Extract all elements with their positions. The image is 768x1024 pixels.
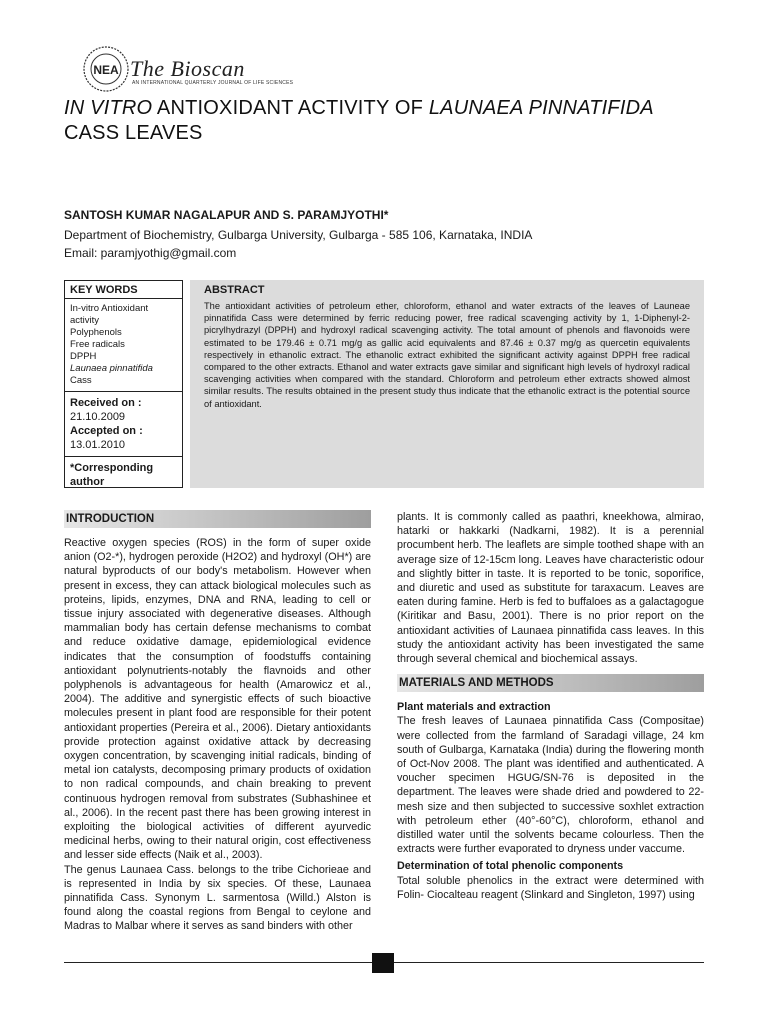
intro-paragraph-2: The genus Launaea Cass. belongs to the tribe Cichorieae and is represented in India by six species. Of these, Launaea pinnatifida Cass. Synonym L. sarmentosa (Willd.) Alston is found along the coastal regions from Bengal to ceylone and Madras to Malbar where it serves as sand binders with other: [64, 863, 371, 933]
abstract-heading: ABSTRACT: [204, 284, 265, 296]
abstract-text: The antioxidant activities of petroleum ether, chloroform, ethanol and water extracts of the leaves of Launeae pinnatifida Cass were determined by ferric reducing power, free radical scavenging activity by 1, 1-Diphenyl-2-picrylhydrazyl (DPPH) and hydroxyl radical scavenging activity. The total amount of phenols and flavonoids were estimated to be 179.46 ± 0.71 mg/g as gallic acid equivalents and 87.46 ± 0.37 mg/g as quercetin equivalents respectively in ethanolic extract. The ethanolic extract exhibited the significant activity against DPPH free radical compared to the other extracts. Ethanol and water extracts gave similar and significant high levels of hydroxyl radical scavenging activities when compared with the standard. Chloroform and petroleum ether extracts showed almost similar results. The results obtained in the present study thus indicate that the ethanolic extract is the potential source of antioxidant.: [204, 301, 690, 409]
right-column: [397, 510, 704, 902]
email: Email: paramjyothig@gmail.com: [64, 246, 237, 260]
intro-paragraph-3: plants. It is commonly called as paathri, kneekhowa, almirao, hatarki or hakkarki (Nadkarni, 1982). It is a perennial procumbent herb. The leaflets are simple toothed shape with an average size of 12-15cm long. Leaves have characteristic odour and slightly bitter in taste. It is reported to be tonic, soporifice, and diuretic and used as substitute for taraxacum. Leaves are eaten during famine. Herb is fed to buffaloes as a galactagogue (Kiritikar and Basu, 2001). There is no prior report on the antioxidant activities of Launaea pinnatifida cass leaves. In this study the antioxidant activity has been investigated the same through several chemical and biochemical assays.: [397, 511, 704, 666]
accepted-date: 13.01.2010: [70, 439, 126, 451]
received-label: Received on :: [70, 397, 142, 409]
keyword-item: activity: [70, 315, 100, 326]
abstract-box: [190, 280, 704, 488]
keyword-item: Free radicals: [70, 339, 125, 350]
left-column: [64, 510, 371, 934]
methods-paragraph-2: Total soluble phenolics in the extract were determined with Folin- Ciocalteau reagent (Slinkard and Singleton, 1997) using: [397, 874, 704, 901]
logo-text: NEA: [93, 63, 119, 77]
subheading-phenolic: Determination of total phenolic components: [397, 860, 624, 873]
title-part-4: CASS LEAVES: [64, 122, 203, 144]
keyword-item: In-vitro Antioxidant: [70, 303, 149, 314]
journal-name: The Bioscan: [130, 56, 245, 81]
page-marker: [372, 953, 394, 973]
title-part-2: ANTIOXIDANT ACTIVITY OF: [152, 97, 429, 119]
journal-subtitle: AN INTERNATIONAL QUARTERLY JOURNAL OF LIFE SCIENCES: [132, 80, 294, 86]
keywords-box: [64, 280, 183, 488]
keyword-item: Launaea pinnatifida: [70, 363, 153, 374]
received-date: 21.10.2009: [70, 411, 126, 423]
intro-paragraph-1: Reactive oxygen species (ROS) in the form of super oxide anion (O2-*), hydrogen peroxide (H2O2) and hydroxyl (OH*) are natural byproducts of our body's metabolism. However when present in excess, they can attack biological molecules such as proteins, lipids, enzymes, DNA and RNA, leading to cell or tissue injury associated with degenerative diseases. Although mammalian body has certain defense mechanisms to combat and reduce oxidative damage, epidemiological evidence indicates that the consumption of foodstuffs containing antioxidant polynutrients-notably the flavnoids and other polyphenols is advantageous for health (Amarowicz et al., 2004). The additive and synergistic effects of such bioactive molecules present in plant food are responsible for their potent antioxidant properties (Pereira et al., 2006). Dietary antioxidants provide protection against oxidative attack by decreasing oxygen concentration, by scavenging initial radicals, binding of metal ion catalysts, decomposing primary products of oxidation to non radical compounds, and chain breaking to prevent continuous hydrogen removal from substrates (Subhashinee et al., 2006). In the recent past there has been growing interest in exploiting the biological activities of different ayurvedic medicinal herbs, owing to their natural origin, cost effectiveness and lesser side effects (Naik et al., 2003).: [64, 537, 371, 862]
keyword-item: Polyphenols: [70, 327, 122, 338]
title-part-1: IN VITRO: [64, 97, 153, 119]
divider: [65, 391, 182, 392]
methods-heading: MATERIALS AND METHODS: [397, 674, 704, 692]
introduction-heading: INTRODUCTION: [64, 510, 371, 528]
accepted-label: Accepted on :: [70, 425, 143, 437]
divider: [65, 456, 182, 457]
keywords-heading: KEY WORDS: [70, 284, 138, 296]
paper-title: [64, 96, 714, 146]
divider: [65, 298, 182, 299]
corresponding-author: *Corresponding author: [70, 462, 154, 488]
authors: SANTOSH KUMAR NAGALAPUR AND S. PARAMJYOTHI*: [64, 208, 389, 222]
affiliation: Department of Biochemistry, Gulbarga University, Gulbarga - 585 106, Karnataka, INDIA: [64, 228, 533, 242]
subheading-plant-materials: Plant materials and extraction: [397, 701, 551, 714]
methods-paragraph-1: The fresh leaves of Launaea pinnatifida Cass (Compositae) were collected from the farmland of Saradagi village, 24 km south of Gulbarga, Karnataka (India) during the flowering month of Oct-Nov 2008. The plant was identified and authenticated. A voucher specimen HGUG/SN-76 is deposited in the department. The leaves were shade dried and powdered to 22-mesh size and then subjected to successive soxhlet extraction with petroleum ether (40°-60°C), chloroform, ethanol and distilled water until the solvents became colourless. Then the extracts were further evaporated to dryness under vaccume.: [397, 715, 704, 856]
journal-logo-icon: [82, 45, 130, 93]
keyword-item: Cass: [70, 375, 92, 386]
keyword-item: DPPH: [70, 351, 97, 362]
title-part-3: LAUNAEA PINNATIFIDA: [428, 97, 654, 119]
